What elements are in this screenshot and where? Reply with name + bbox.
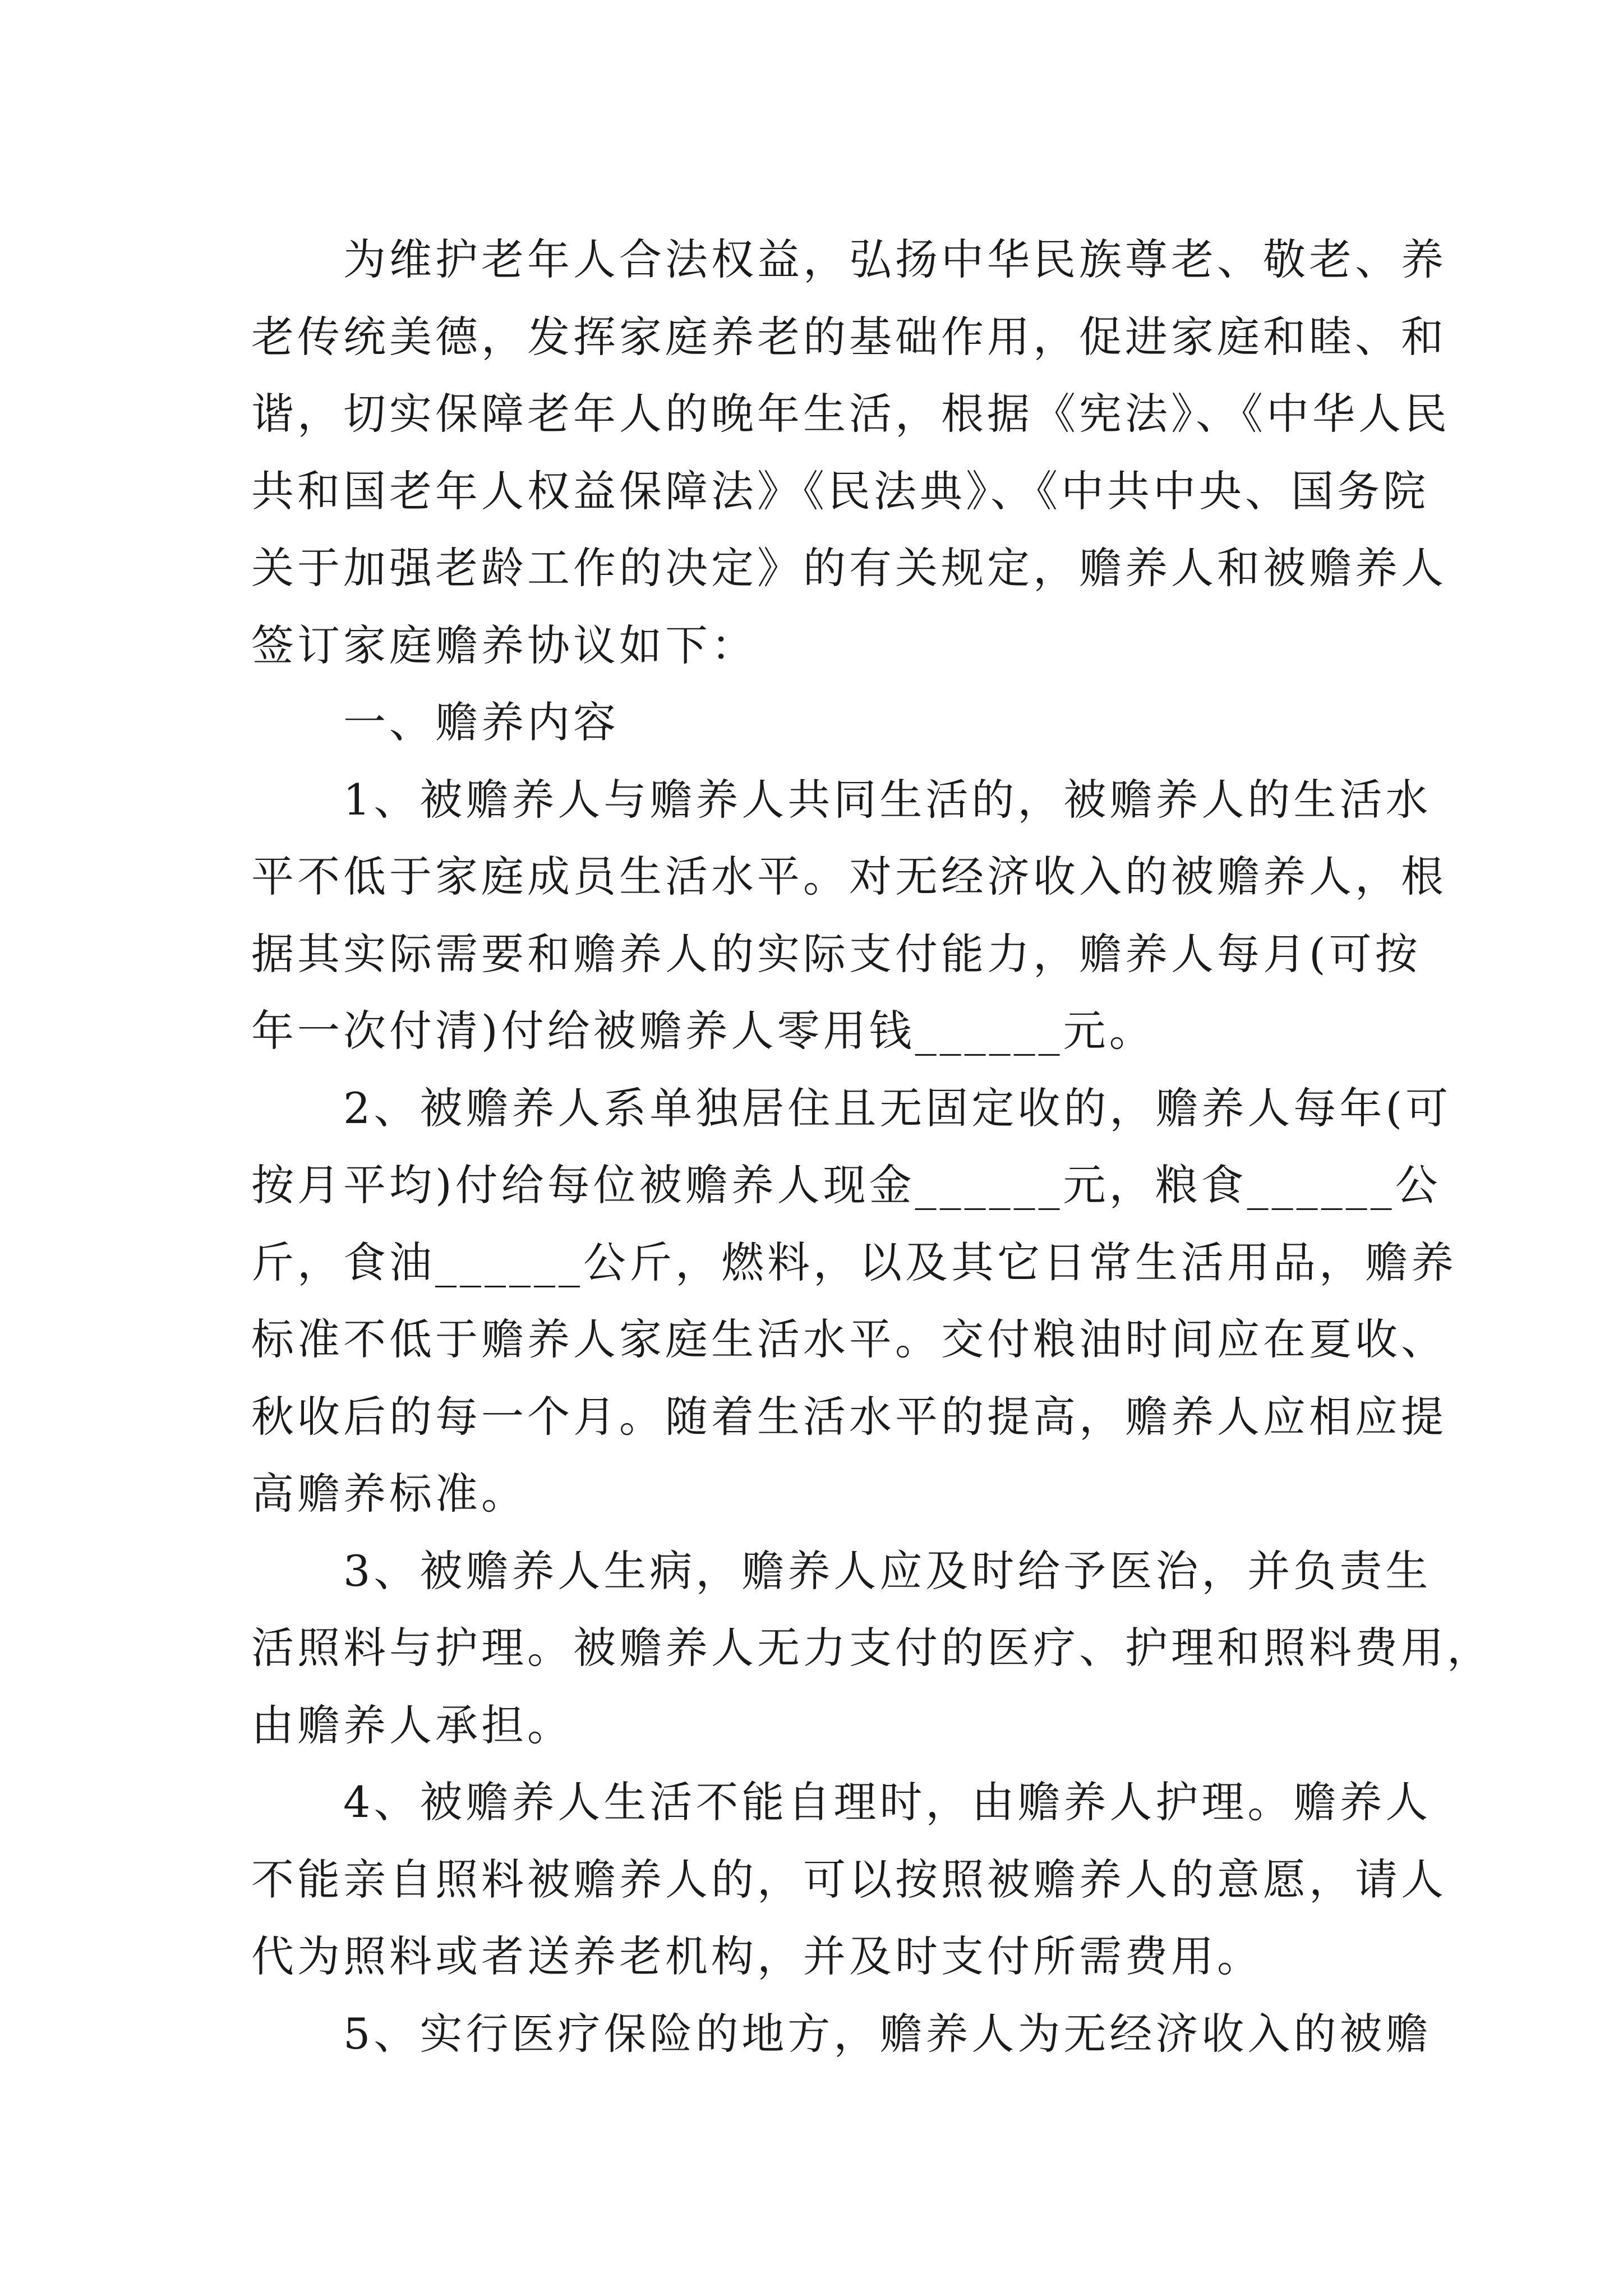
clause-line: 2、被赡养人系单独居住且无固定收的，赡养人每年(可 [251,1083,1452,1133]
paragraph-line: 关于加强老龄工作的决定》的有关规定，赡养人和被赡养人 [251,543,1447,593]
clause-line: 秋收后的每一个月。随着生活水平的提高，赡养人应相应提 [251,1391,1447,1442]
clause-line: 代为照料或者送养老机构，并及时支付所需费用。 [251,1931,1263,1981]
clause-line: 年一次付清)付给被赡养人零用钱______元。 [251,1006,1155,1056]
paragraph-line: 共和国老年人权益保障法》《民法典》、《中共中央、国务院 [251,466,1429,516]
clause-line: 不能亲自照料被赡养人的，可以按照被赡养人的意愿，请人 [251,1854,1447,1904]
paragraph-line: 老传统美德，发挥家庭养老的基础作用，促进家庭和睦、和 [251,311,1447,362]
clause-line: 按月平均)付给每位被赡养人现金______元，粮食______公 [251,1160,1441,1210]
clause-line: 标准不低于赡养人家庭生活水平。交付粮油时间应在夏收、 [251,1314,1447,1364]
clause-line: 由赡养人承担。 [251,1700,573,1750]
paragraph-line: 谐，切实保障老年人的晚年生活，根据《宪法》、《中华人民 [251,389,1450,439]
document-page [251,221,1493,2072]
clause-line: 平不低于家庭成员生活水平。对无经济收入的被赡养人，根 [251,852,1447,901]
clause-line: 据其实际需要和赡养人的实际支付能力，赡养人每月(可按 [251,928,1421,979]
clause-line: 4、被赡养人生活不能自理时，由赡养人护理。赡养人 [251,1777,1432,1827]
clause-line: 5、实行医疗保险的地方，赡养人为无经济收入的被赡 [251,2008,1432,2059]
paragraph-line: 签订家庭赡养协议如下： [251,620,757,670]
paragraph-line: 为维护老年人合法权益，弘扬中华民族尊老、敬老、养 [251,234,1447,284]
clause-line: 1、被赡养人与赡养人共同生活的，被赡养人的生活水 [251,774,1432,825]
clause-line: 斤，食油______公斤，燃料，以及其它日常生活用品，赡养 [251,1237,1457,1287]
clause-line: 活照料与护理。被赡养人无力支付的医疗、护理和照料费用， [251,1623,1493,1673]
clause-line: 3、被赡养人生病，赡养人应及时给予医治，并负责生 [251,1545,1432,1596]
clause-line: 高赡养标准。 [251,1469,527,1519]
section-heading: 一、赡养内容 [251,697,619,747]
